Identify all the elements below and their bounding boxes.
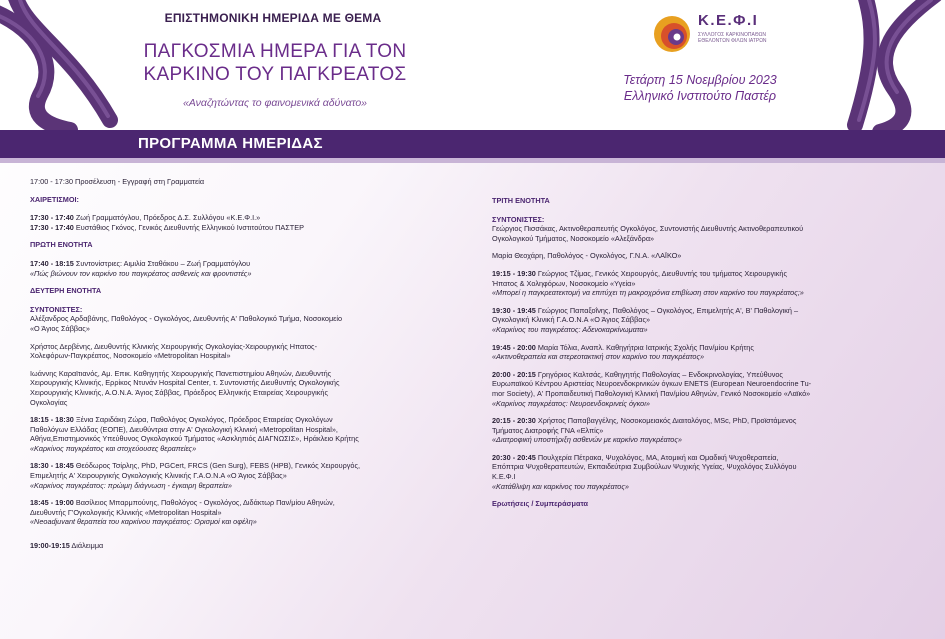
talk-speaker: Γεώργιος Παπαξοΐνης, Παθολόγος – Ογκολόγος, Επιμελητής Α', Β' Παθολογική –: [537, 305, 799, 315]
talk-speaker: Ξένια Σαριδάκη Ζώρα, Παθολόγος Ογκολόγος, Πρόεδρος Εταιρείας Ογκολόγων: [75, 415, 333, 425]
logo-text: Κ.Ε.Φ.Ι: [698, 12, 759, 29]
event-date-venue: [600, 72, 800, 104]
talk-line: Ευρωπαϊκού Κέντρου Αριστείας Νευροενδοκρινικών όγκων ENETS (European Neuroendocrine Tu-: [492, 379, 812, 389]
talk-speaker: Βασίλειος Μπαρμπούνης, Παθολόγος - Ογκολόγος, Διδάκτωρ Παν/μίου Αθηνών,: [75, 498, 335, 508]
talk-speaker: Μαρία Τόλια, Αναπλ. Καθηγήτρια Ιατρικής Σχολής Παν/μίου Κρήτης: [537, 342, 754, 352]
talk-item: [492, 343, 924, 362]
talk-speaker: Θεόδωρος Τσίρλης, PhD, PGCert, FRCS (Gen Surg), FEBS (HPB), Γενικός Χειρουργός,: [75, 461, 360, 471]
event-title: [80, 40, 470, 86]
moderator-item: [492, 224, 924, 243]
section2-block: [30, 286, 460, 407]
section2-header: ΔΕΥΤΕΡΗ ΕΝΟΤΗΤΑ: [30, 286, 102, 296]
talk-line: Ήπατος & Χοληφόρων, Νοσοκομείο «Υγεία»: [492, 278, 636, 288]
session-topic: «Πώς βιώνουν τον καρκίνο του παγκρέατος ασθενείς και φροντιστές»: [30, 268, 252, 278]
talk-speaker: Γεώργιος Τζίμας, Γενικός Χειρουργός, Διευθυντής του τμήματος Χειρουργικής: [537, 268, 787, 278]
moderators-header: ΣΥΝΤΟΝΙΣΤΕΣ:: [492, 214, 545, 224]
moderator-line: Χολεφόρων-Παγκρέατος, Νοσοκομείο «Metropolitan Hospital»: [30, 351, 231, 361]
talk-item: [492, 453, 924, 491]
registration-text: Προσέλευση - Εγγραφή στη Γραμματεία: [75, 177, 205, 186]
greeting-item: [30, 213, 460, 223]
moderator-item: [30, 314, 460, 333]
moderator-line: Χειρουργικής Κλινικής, Α.Ο.Ν.Α. Άγιος Σάββας, Πρόεδρος Ελληνικής Εταιρείας Χειρουργικής: [30, 387, 328, 397]
greeting-item: [30, 223, 460, 233]
talk-item: [492, 370, 924, 408]
session-speaker: Συντονίστριες: Αιμιλία Σταθάκου – Ζωή Γραμματόγλου: [75, 258, 251, 268]
greeting-text: Ευστάθιος Γκόνος, Γενικός Διευθυντής Ελληνικού Ινστιτούτου ΠΑΣΤΕΡ: [75, 222, 304, 232]
registration-time: 17:00 - 17:30: [30, 177, 74, 186]
session-item: [30, 259, 460, 269]
section1-header: ΠΡΩΤΗ ΕΝΟΤΗΤΑ: [30, 240, 93, 250]
talk-line: Ογκολογική Κλινική Γ.Α.Ο.Ν.Α «Ο Άγιος Σάββας»: [492, 315, 651, 325]
talk-topic: «Ακτινοθεραπεία και στερεοτακτική στον καρκίνο του παγκρέατος»: [492, 352, 705, 362]
break-time: 19:00-19:15: [30, 541, 70, 551]
talk-topic: «Μπορεί η παγκρεατεκτομή να επιτύχει τη μακροχρόνια επιβίωση στον καρκίνο του παγκρέατος;»: [492, 288, 804, 298]
talk-time: 18:30 - 18:45: [30, 461, 74, 471]
program-title: ΠΡΟΓΡΑΜΜΑ ΗΜΕΡΙΔΑΣ: [138, 135, 323, 152]
talk-topic: «Καρκίνος παγκρέατος και στοχεύουσες θεραπείες»: [30, 443, 197, 453]
talk-line: Παθολόγων Ελλάδας (ΕΟΠΕ), Διευθύντρια στην Α' Ογκολογική Κλινική «Metropolitan Hospital»,: [30, 424, 338, 434]
event-venue: Ελληνικό Ινστιτούτο Παστέρ: [623, 89, 777, 103]
talk-time: 19:30 - 19:45: [492, 305, 536, 315]
moderator-item: [30, 369, 460, 407]
talk-item: [30, 498, 460, 527]
talk-time: 18:15 - 18:30: [30, 415, 74, 425]
talk-topic: «Neoadjuvant θεραπεία του καρκίνου παγκρέατος: Ορισμοί και οφέλη»: [30, 517, 257, 527]
moderator-item: [30, 342, 460, 361]
program-left-column: [30, 177, 460, 551]
kefi-logo: [652, 10, 802, 60]
section3-header: ΤΡΙΤΗ ΕΝΟΤΗΤΑ: [492, 196, 550, 205]
break-item: [30, 541, 460, 551]
talk-line: Αθήνα,Επιστημονικός Υπεύθυνος Ογκολογικού Τμήματος «Ασκληπιός ΔΙΑΓΝΩΣΙΣ», Ηράκλειο Κρήτης: [30, 434, 359, 444]
moderator-line: Αλέξανδρος Αρδαβάνης, Παθολόγος - Ογκολόγος, Διευθυντής Α' Παθολογικό Τμήμα, Νοσοκομείο: [30, 314, 343, 324]
moderators-header: ΣΥΝΤΟΝΙΣΤΕΣ:: [30, 304, 83, 314]
talk-line: Τμήματος Διατροφής ΓΝΑ «Ελπίς»: [492, 425, 604, 435]
event-date: Τετάρτη 15 Νοεμβρίου 2023: [623, 73, 777, 87]
talk-item: [30, 461, 460, 490]
talk-item: [492, 416, 924, 445]
talk-item: [492, 269, 924, 298]
talk-line: Διευθυντής Γ'Ογκολογικής Κλινικής «Metropolitan Hospital»: [30, 507, 222, 517]
section3-block: [492, 196, 924, 261]
break-text: Διάλειμμα: [71, 541, 104, 551]
section1-block: [30, 240, 460, 278]
talk-item: [492, 306, 924, 335]
talk-speaker: Γρηγόριος Καλτσάς, Καθηγητής Παθολογίας – Ενδοκρινολογίας, Υπεύθυνος: [537, 369, 783, 379]
registration-item: [30, 177, 460, 187]
greeting-time: 17:30 - 17:40: [30, 213, 74, 223]
event-subtitle: ΕΠΙΣΤΗΜΟΝΙΚΗ ΗΜΕΡΙΔΑ ΜΕ ΘΕΜΑ: [164, 11, 382, 25]
talk-topic: «Καρκίνος παγκρέατος: Νευροενδοκρινείς όγκοι»: [492, 398, 650, 408]
greetings-header: ΧΑΙΡΕΤΙΣΜΟΙ:: [30, 194, 79, 204]
event-title-line1: ΠΑΓΚΟΣΜΙΑ ΗΜΕΡΑ ΓΙΑ ΤΟΝ: [143, 41, 407, 62]
talk-speaker: Χρήστος Παπαβαγγέλης, Νοσοκομειακός Διαιτολόγος, MSc, PhD, Προϊστάμενος: [537, 416, 797, 426]
talk-item: [30, 415, 460, 453]
moderator-line: Ιωάννης Καραϊτιανός, Αμ. Επικ. Καθηγητής Χειρουργικής Πανεπιστημίου Αθηνών, Διευθυντής: [30, 368, 332, 378]
moderator-item: Μαρία Θεοχάρη, Παθολόγος - Ογκολόγος, Γ.Ν.Α. «ΛΑΪΚΟ»: [492, 251, 682, 261]
talk-topic: «Καρκίνος παγκρέατος: πρώιμη διάγνωση - έγκαιρη θεραπεία»: [30, 480, 232, 490]
closing-item: Ερωτήσεις / Συμπεράσματα: [492, 499, 589, 509]
talk-line: Κ.Ε.Φ.Ι: [492, 472, 516, 482]
greeting-text: Ζωή Γραμματόγλου, Πρόεδρος Δ.Σ. Συλλόγου «Κ.Ε.Φ.Ι.»: [75, 213, 261, 223]
session-time: 17:40 - 18:15: [30, 258, 74, 268]
talk-topic: «Διατροφική υποστήριξη ασθενών με καρκίνο παγκρέατος»: [492, 435, 682, 445]
moderator-line: Ογκολογίας: [30, 397, 68, 407]
talk-time: 20:30 - 20:45: [492, 452, 536, 462]
talk-time: 20:15 - 20:30: [492, 416, 536, 426]
event-title-line2: ΚΑΡΚΙΝΟ ΤΟΥ ΠΑΓΚΡΕΑΤΟΣ: [143, 64, 407, 85]
talk-topic: «Κατάθλιψη και καρκίνος του παγκρέατος»: [492, 481, 629, 491]
moderator-line: Ογκολογικού Τμήματος, Νοσοκομείο «Αλεξάνδρα»: [492, 233, 655, 243]
talk-time: 19:45 - 20:00: [492, 342, 536, 352]
talk-line: Επόπτρια Ψυχοθεραπευτών, Εκπαιδεύτρια Συμβούλων Ψυχικής Υγείας, Ψυχολόγος Συλλόγου: [492, 462, 797, 472]
awareness-ribbon-right-icon: [835, 0, 945, 132]
banner-strip: [0, 158, 945, 163]
logo-small-text: ΣΥΛΛΟΓΟΣ ΚΑΡΚΙΝΟΠΑΘΩΝ ΕΘΕΛΟΝΤΩΝ ΦΙΛΩΝ ΙΑΤΡΩΝ: [698, 32, 767, 44]
program-right-column: [492, 196, 924, 509]
greeting-time: 17:30 - 17:40: [30, 222, 74, 232]
greetings-block: [30, 195, 460, 233]
talk-time: 19:15 - 19:30: [492, 268, 536, 278]
moderator-line: Χρήστος Δερβένης, Διευθυντής Κλινικής Χειρουργικής Ογκολογίας-Χειρουργικής Ηπατος-: [30, 341, 317, 351]
moderator-line: Γεώργιος Πισσάκας, Ακτινοθεραπευτής Ογκολόγος, Συντονιστής Διευθυντής Ακτινοθεραπευτικού: [492, 224, 804, 234]
event-motto: «Αναζητώντας το φαινομενικά αδύνατο»: [182, 97, 368, 109]
talk-time: 20:00 - 20:15: [492, 369, 536, 379]
talk-line: mor Society), Α' Προπαιδευτική Παθολογική Κλινική Παν/μίου Αθηνών, Γενικό Νοσοκομείο «Λαϊκό»: [492, 388, 811, 398]
talk-time: 18:45 - 19:00: [30, 498, 74, 508]
moderator-line: «Ο Άγιος Σάββας»: [30, 323, 90, 333]
kefi-logo-icon: [652, 10, 692, 58]
header: [0, 0, 945, 132]
talk-line: Επιμελητής Α' Χειρουργικής Ογκολογικής Κλινικής Γ.Α.Ο.Ν.Α «Ο Άγιος Σάββας»: [30, 471, 287, 481]
moderator-line: Χειρουργικής Κλινικής, Ερρίκος Ντυνάν Hospital Center, τ. Συντονιστής Διευθυντής Ογκολογικής: [30, 378, 340, 388]
talk-topic: «Καρκίνος του παγκρέατος: Αδενοκαρκίνωματα»: [492, 324, 648, 334]
talk-speaker: Πουλχερία Πέτρακα, Ψυχολόγος, ΜΑ, Ατομική και Ομαδική Ψυχοθεραπεία,: [537, 452, 779, 462]
